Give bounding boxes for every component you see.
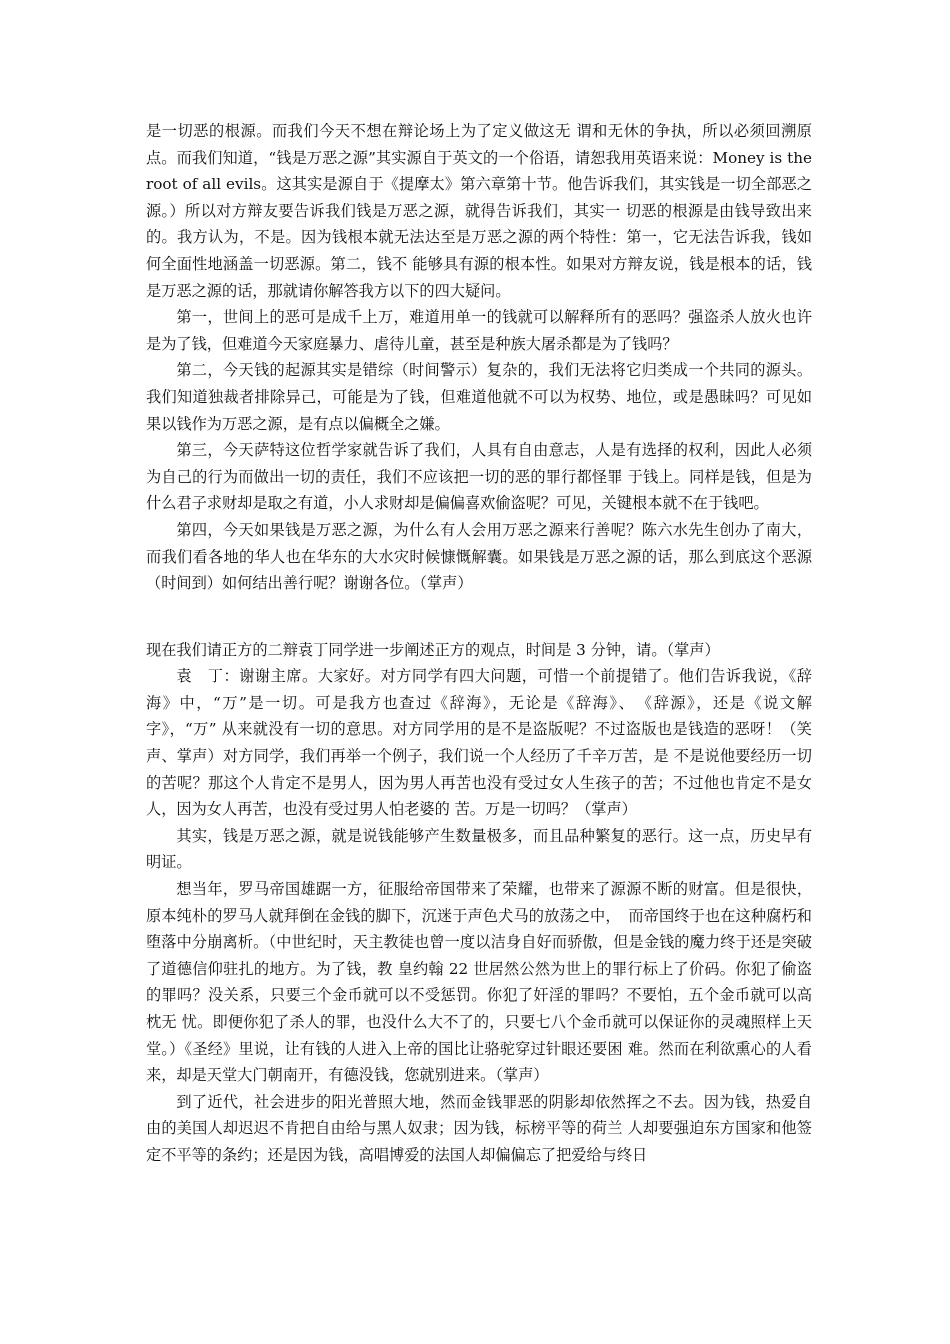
paragraph-host-intro: 现在我们请正方的二辩袁丁同学进一步阐述正方的观点，时间是 3 分钟，请。（掌声） [146,640,720,659]
paragraph-question-one: 第一，世间上的恶可是成千上万，难道用单一的钱就可以解释所有的恶吗？强盗杀人放火也许是为了钱，但难道今天家庭暴力、虐待儿童，甚至是种族大屠杀都是为了钱吗？ [146,308,812,353]
paragraph-yuan-ding-speech: 袁 丁：谢谢主席。大家好。对方同学有四大问题，可惜一个前提错了。他们告诉我说，《辞海》中，“万”是一切。可是我方也查过《辞海》，无论是《辞海》、 《辞源》，还是《说文解字》，“万” 从来就没有一切的意思。对方同学用的是不是盗版呢？不过盗版也是钱造的恶呀！（笑声、掌声）对方同学，我们再举一个例子，我们说一个人经历了千辛万苦，是 不是说他要经历一切的苦呢？那这个人肯定不是男人，因为男人再苦也没有受过女人生孩子的苦；不过他也肯定不是女人，因为女人再苦，也没有受过男人怕老婆的 苦。万是一切吗？（掌声） [146,667,812,819]
section-gap [146,597,812,637]
paragraph-history-claim: 其实，钱是万恶之源，就是说钱能够产生数量极多，而且品种繁复的恶行。这一点，历史早有明证。 [146,826,812,872]
paragraph-intro: 是一切恶的根源。而我们今天不想在辩论场上为了定义做这无 谓和无休的争执，所以必须回溯原点。而我们知道，“钱是万恶之源”其实源自于英文的一个俗语，请恕我用英语来说：Money is the root of all evils。这其实是源自于《提摩太》第六章第十节。他告诉我们，其实钱是一切全部恶之源。）所以对方辩友要告诉我们钱是万恶之源，就得告诉我们，其实一 切恶的根源是由钱导致出来的。我方认为，不是。因为钱根本就无法达至是万恶之源的两个特性：第一，它无法告诉我，钱如何全面性地涵盖一切恶源。第二，钱不 能够具有源的根本性。如果对方辩友说，钱是根本的话，钱是万恶之源的话，那就请你解答我方以下的四大疑问。 [146,122,812,300]
paragraph-modern-era: 到了近代，社会进步的阳光普照大地，然而金钱罪恶的阴影却依然挥之不去。因为钱，热爱自由的美国人却迟迟不肯把自由给与黑人奴隶；因为钱，标榜平等的荷兰 人却要强迫东方国家和他签定不平等的条约；还是因为钱，高唱博爱的法国人却偏偏忘了把爱给与终日 [146,1092,812,1164]
paragraph-question-three: 第三，今天萨特这位哲学家就告诉了我们，人具有自由意志，人是有选择的权利，因此人必须为自己的行为而做出一切的责任，我们不应该把一切的恶的罪行都怪罪 于钱上。同样是钱，但是为什么君子求财却是取之有道，小人求财却是偏偏喜欢偷盗呢？可见，关键根本就不在于钱吧。 [146,441,812,513]
paragraph-question-two: 第二，今天钱的起源其实是错综（时间警示）复杂的，我们无法将它归类成一个共同的源头。我们知道独裁者排除异己，可能是为了钱，但难道他就不可以为权势、地位，或是愚昧吗？可见如果以钱作为万恶之源，是有点以偏概全之嫌。 [146,361,812,433]
paragraph-question-four: 第四，今天如果钱是万恶之源，为什么有人会用万恶之源来行善呢？陈六水先生创办了南大，而我们看各地的华人也在华东的大水灾时候慷慨解囊。如果钱是万恶之源的话，那么到底这个恶源（时间到）如何结出善行呢？谢谢各位。（掌声） [146,520,812,593]
paragraph-roman-empire: 想当年，罗马帝国雄踞一方，征服给帝国带来了荣耀，也带来了源源不断的财富。但是很快，原本纯朴的罗马人就拜倒在金钱的脚下，沉迷于声色犬马的放荡之中， 而帝国终于也在这种腐朽和堕落中分崩离析。（中世纪时，天主教徒也曾一度以洁身自好而骄傲，但是金钱的魔力终于还是突破了道德信仰驻扎的地方。为了钱，教 皇约翰 22 世居然公然为世上的罪行标上了价码。你犯了偷盗的罪吗？没关系，只要三个金币就可以不受惩罚。你犯了奸淫的罪吗？不要怕，五个金币就可以高枕无 忧。即便你犯了杀人的罪，也没什么大不了的，只要七八个金币就可以保证你的灵魂照样上天堂。）《圣经》里说，让有钱的人进入上帝的国比让骆驼穿过针眼还要困 难。然而在利欲熏心的人看来，却是天堂大门朝南开，有德没钱，您就别进来。（掌声） [146,880,812,1085]
document-page [146,118,812,1169]
